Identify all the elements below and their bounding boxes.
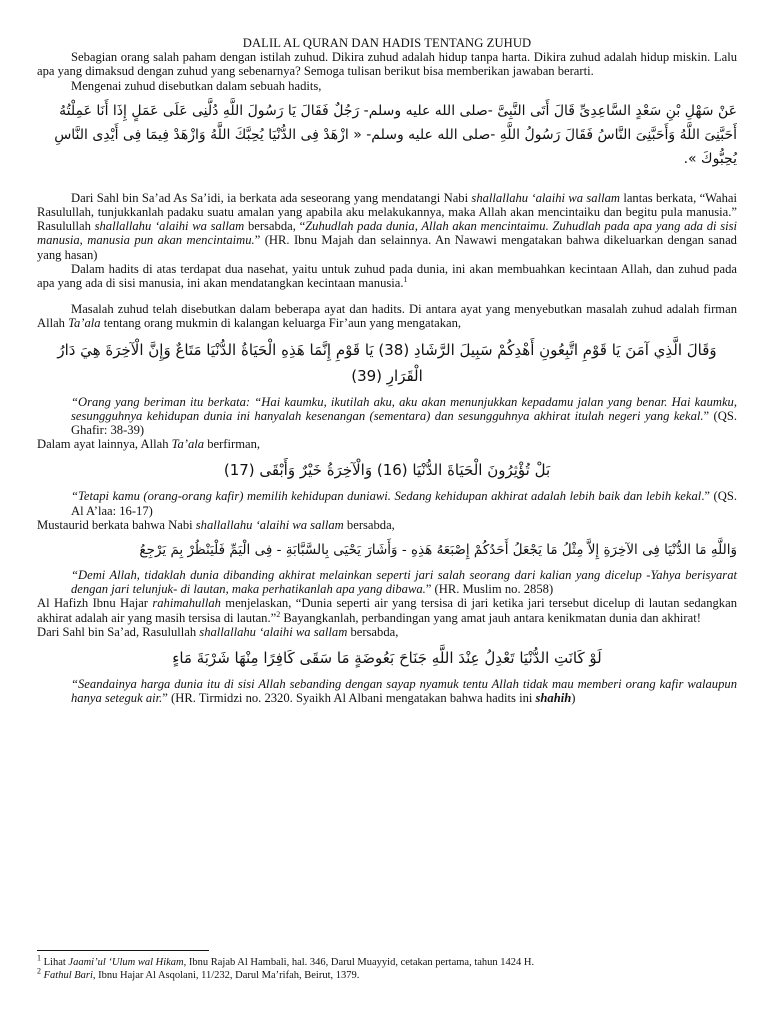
page-title: DALIL AL QURAN DAN HADIS TENTANG ZUHUD [242,36,532,50]
masalah-paragraph: Masalah zuhud telah disebutkan dalam beberapa ayat dan hadits. Di antara ayat yang menyebutkan masalah zuhud adalah firman Allah Ta’ala tentang orang mukmin di kalangan keluarga Fir’aun yang mengatakan, [37,302,737,331]
arabic-sahl-hadith: لَوْ كَانَتِ الدُّنْيَا تَعْدِلُ عِنْدَ اللَّهِ جَنَاحَ بَعُوضَةٍ مَا سَقَى كَافِرًا مِنْهَا شَرْبَةَ مَاءٍ [172,649,602,668]
footnote-item: $^2$ Fathul Bari, Ibnu Hajar Al Asqolani, 11/232, Darul Ma’rifah, Beirut, 1379. [37,966,360,981]
document-page [37,36,737,705]
tirmidzi-translation: “Seandainya harga dunia itu di sisi Allah sebanding dengan sayap nyamuk tentu Allah tidak mau memberi orang kafir walaupun hanya seteguk air.” (HR. Tirmidzi no. 2320. Syaikh Al Albani mengatakan bahwa hadits ini shahih) [71,677,737,706]
ghafir-translation: “Orang yang beriman itu berkata: “Hai kaumku, ikutilah aku, aku akan menunjukkan kepadamu jalan yang benar. Hai kaumku, sesungguhnya kehidupan dunia ini hanyalah kesenangan (sementara) dan sesungguhnya akhirat itulah negeri yang kekal.” (QS. Ghafir: 38-39) [71,394,737,438]
footnotes [37,953,737,982]
muslim-translation: “Demi Allah, tidaklah dunia dibanding akhirat melainkan seperti jari salah seorang dari kalian yang dicelup -Yahya berisyarat dengan jari telunjuk- di lautan, maka perhatikanlah apa yang dibawa.” (HR. Muslim no. 2858) [71,568,737,597]
arabic-mustaurid-hadith: وَاللَّهِ مَا الدُّنْيَا فِى الآخِرَةِ إِلاَّ مِثْلُ مَا يَجْعَلُ أَحَدُكُمْ إِصْبَعَهُ هَذِهِ - وَأَشَارَ يَحْيَى بِالسَّبَّابَةِ - فِى الْيَمِّ فَلْيَنْظُرْ بِمَ يَرْجِعُ [139,542,737,559]
arabic-alala-verse: بَلْ تُؤْثِرُونَ الْحَيَاةَ الدُّنْيَا (16) وَالْآخِرَةُ خَيْرٌ وَأَبْقَى (17) [223,461,551,480]
footnote-item: $^1$ Lihat Jaami’ul ‘Ulum wal Hikam, Ibnu Rajab Al Hambali, hal. 346, Darul Muayyid, cetakan pertama, tahun 1424 H. [37,953,535,968]
arabic-ghafir-verse: وَقَالَ الَّذِي آمَنَ يَا قَوْمِ اتَّبِعُونِ أَهْدِكُمْ سَبِيلَ الرَّشَادِ (38) يَا قَوْمِ إِنَّمَا هَذِهِ الْحَيَاةُ الدُّنْيَا مَتَاعٌ وَإِنَّ الْآخِرَةَ هِيَ دَارُ الْقَرَارِ (39) [57,340,717,385]
ayat-lain-paragraph: Dalam ayat lainnya, Allah Ta’ala berfirman, [37,437,261,452]
hadith-translation: Dari Sahl bin Sa’ad As Sa’idi, ia berkata ada seseorang yang mendatangi Nabi shallallahu ‘alaihi wa sallam lantas berkata, “Wahai Rasulullah, tunjukkanlah padaku suatu amalan yang apabila aku melakukannya, maka Allah akan mencintaiku dan begitu pula manusia.” Rasulullah shallallahu ‘alaihi wa sallam bersabda, “Zuhudlah pada dunia, Allah akan mencintaimu. Zuhudlah pada apa yang ada di sisi manusia, manusia pun akan mencintaimu.” (HR. Ibnu Majah dan selainnya. An Nawawi mengatakan bahwa dikeluarkan dengan sanad yang hasan) [37,190,738,262]
footnote-divider [37,950,209,951]
alala-translation: “Tetapi kamu (orang-orang kafir) memilih kehidupan duniawi. Sedang kehidupan akhirat adalah lebih baik dan lebih kekal.” (QS. Al A’laa: 16-17) [71,489,737,518]
intro-paragraph: Sebagian orang salah paham dengan istilah zuhud. Dikira zuhud adalah hidup tanpa harta. Dikira zuhud adalah hidup miskin. Lalu apa yang dimaksud dengan zuhud yang sebenarnya? Semoga tulisan berikut bisa memberikan jawaban berarti. [37,50,737,79]
sahl-paragraph: Dari Sahl bin Sa’ad, Rasulullah shallallahu ‘alaihi wa sallam bersabda, [37,624,399,639]
ibnu-hajar-paragraph: Al Hafizh Ibnu Hajar rahimahullah menjelaskan, “Dunia seperti air yang tersisa di jari ketika jari tersebut dicelup di lautan sedangkan akhirat adalah air yang masih tersisa di lautan.”$^2$ Bayangkanlah, perbandingan yang amat jauh antara kenikmatan dunia dan akhirat! [37,596,737,625]
nasehat-paragraph: Dalam hadits di atas terdapat dua nasehat, yaitu untuk zuhud pada dunia, ini akan membuahkan kecintaan Allah, dan zuhud pada apa yang ada di sisi manusia, ini akan mendatangkan kecintaan manusia.$^1$ [37,261,737,291]
footnote-ref[interactable]: 1 [403,274,408,284]
arabic-hadith-sahl: عَنْ سَهْلِ بْنِ سَعْدٍ السَّاعِدِىِّ قَالَ أَتَى النَّبِىَّ -صلى الله عليه وسلم- رَجُلٌ فَقَالَ يَا رَسُولَ اللَّهِ دُلَّنِى عَلَى عَمَلٍ إِذَا أَنَا عَمِلْتُهُ أَحَبَّنِىَ اللَّهُ وَأَحَبَّنِىَ النَّاسُ فَقَالَ رَسُولُ اللَّهِ -صلى الله عليه وسلم- « ازْهَدْ فِى الدُّنْيَا يُحِبَّكَ اللَّهُ وَازْهَدْ فِيمَا فِى أَيْدِى النَّاسِ يُحِبُّوكَ ». [54,102,737,167]
mustaurid-paragraph: Mustaurid berkata bahwa Nabi shallallahu ‘alaihi wa sallam bersabda, [37,517,395,532]
footnote-ref[interactable]: 2 [276,609,281,619]
intro-hadith-lead: Mengenai zuhud disebutkan dalam sebuah hadits, [71,78,322,93]
